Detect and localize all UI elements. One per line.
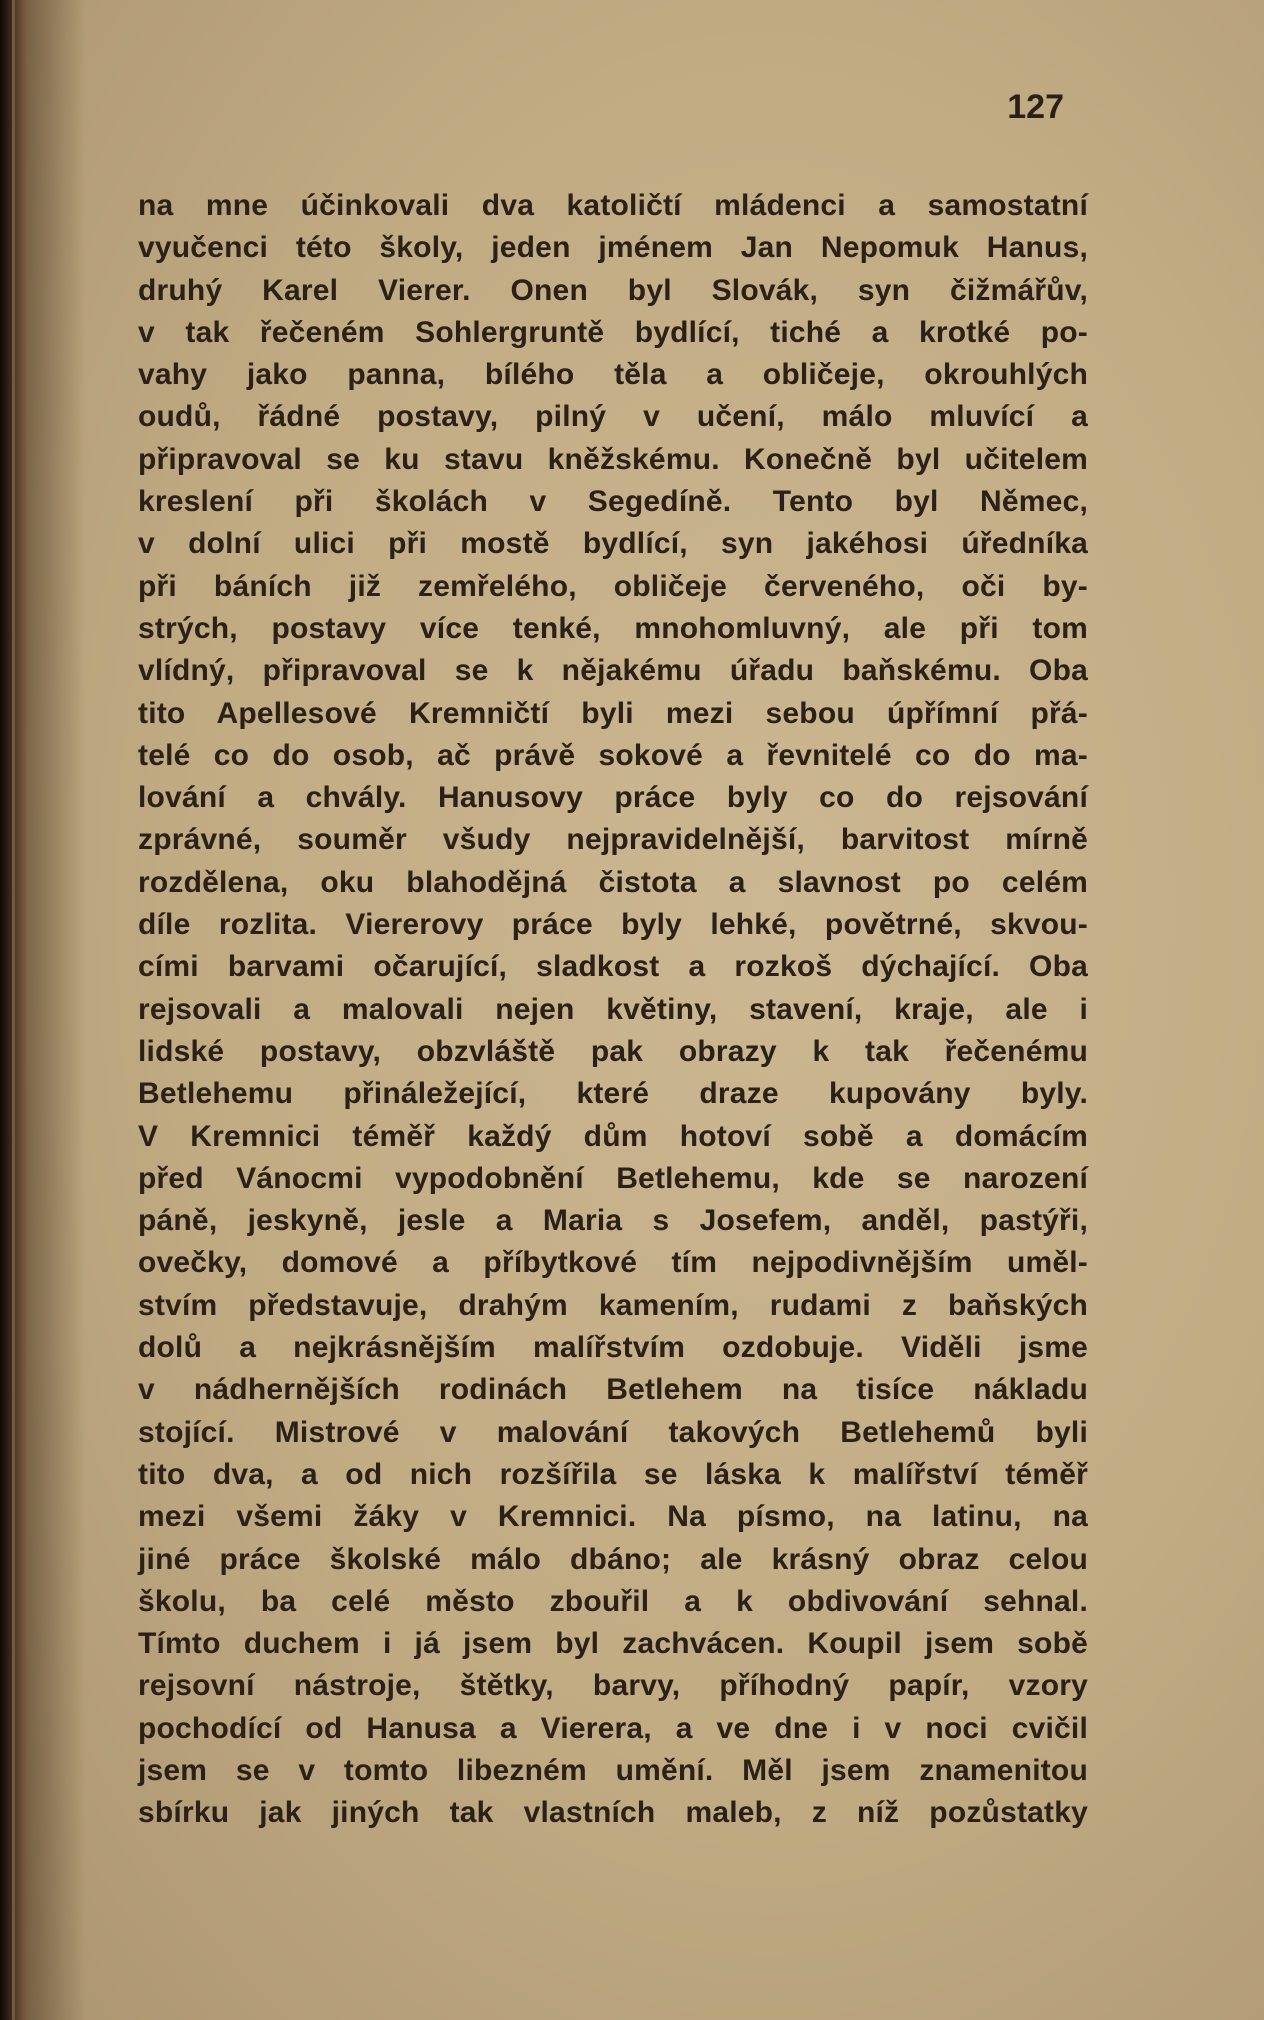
- binding-line: [12, 0, 15, 2020]
- text-line: mezi všemi žáky v Kremnici. Na písmo, na latinu, na: [138, 1500, 1088, 1534]
- text-line: cími barvami očarující, sladkost a rozkoš dýchající. Oba: [138, 950, 1088, 984]
- text-line: připravoval se ku stavu kněžskému. Konečně byl učitelem: [138, 442, 1088, 476]
- text-line: rozdělena, oku blahodějná čistota a slavnost po celém: [138, 865, 1088, 899]
- text-line: telé co do osob, ač právě sokové a řevnitelé co do ma-: [138, 738, 1088, 772]
- text-line: pochodící od Hanusa a Vierera, a ve dne i v noci cvičil: [138, 1711, 1088, 1745]
- text-line: kreslení při školách v Segedíně. Tento byl Němec,: [138, 485, 1088, 519]
- text-line: rejsovali a malovali nejen květiny, stavení, kraje, ale i: [138, 992, 1088, 1026]
- text-line: lování a chvály. Hanusovy práce byly co do rejsování: [138, 781, 1088, 815]
- text-line: rejsovní nástroje, štětky, barvy, příhodný papír, vzory: [138, 1669, 1088, 1703]
- text-line: ovečky, domové a příbytkové tím nejpodivnějším uměl-: [138, 1246, 1088, 1280]
- text-line: před Vánocmi vypodobnění Betlehemu, kde se narození: [138, 1161, 1088, 1195]
- text-line: díle rozlita. Viererovy práce byly lehké, povětrné, skvou-: [138, 908, 1088, 942]
- text-line: dolů a nejkrásnějším malířstvím ozdobuje. Viděli jsme: [138, 1331, 1088, 1365]
- text-line: stojící. Mistrové v malování takových Betlehemů byli: [138, 1415, 1088, 1449]
- text-line: jiné práce školské málo dbáno; ale krásný obraz celou: [138, 1542, 1088, 1576]
- text-line: vlídný, připravoval se k nějakému úřadu baňskému. Oba: [138, 654, 1088, 688]
- text-line: stvím představuje, drahým kamením, rudami z baňských: [138, 1288, 1088, 1322]
- text-line: v tak řečeném Sohlergruntě bydlící, tiché a krotké po-: [138, 315, 1088, 349]
- book-binding-edge: [0, 0, 26, 2020]
- text-line: druhý Karel Vierer. Onen byl Slovák, syn čižmářův,: [138, 273, 1088, 307]
- text-line: jsem se v tomto libezném umění. Měl jsem znamenitou: [138, 1753, 1088, 1787]
- text-line: v dolní ulici při mostě bydlící, syn jakéhosi úředníka: [138, 527, 1088, 561]
- text-line: vyučenci této školy, jeden jménem Jan Nepomuk Hanus,: [138, 231, 1088, 265]
- body-text: [138, 185, 1088, 1835]
- text-line: V Kremnici téměř každý dům hotoví sobě a domácím: [138, 1119, 1088, 1153]
- text-line: při báních již zemřelého, obličeje červeného, oči by-: [138, 569, 1088, 603]
- text-line: Betlehemu přináležející, které draze kupovány byly.: [138, 1077, 1088, 1111]
- gutter-shadow: [26, 0, 86, 2020]
- text-line: školu, ba celé město zbouřil a k obdivování sehnal.: [138, 1584, 1088, 1618]
- text-line: lidské postavy, obzvláště pak obrazy k tak řečenému: [138, 1034, 1088, 1068]
- text-line: strých, postavy více tenké, mnohomluvný, ale při tom: [138, 611, 1088, 645]
- text-line: v nádhernějších rodinách Betlehem na tisíce nákladu: [138, 1373, 1088, 1407]
- text-line: oudů, řádné postavy, pilný v učení, málo mluvící a: [138, 400, 1088, 434]
- text-line: zprávné, souměr všudy nejpravidelnější, barvitost mírně: [138, 823, 1088, 857]
- text-line: na mne účinkovali dva katoličtí mládenci a samostatní: [138, 189, 1088, 222]
- page-number: 127: [1007, 88, 1064, 126]
- text-line: sbírku jak jiných tak vlastních maleb, z níž pozůstatky: [138, 1796, 1088, 1830]
- book-page: [26, 0, 1264, 2020]
- text-line: tito dva, a od nich rozšířila se láska k malířství téměř: [138, 1457, 1088, 1491]
- text-line: páně, jeskyně, jesle a Maria s Josefem, anděl, pastýři,: [138, 1204, 1088, 1238]
- text-line: tito Apellesové Kremničtí byli mezi sebou úpřímní přá-: [138, 696, 1088, 730]
- text-line: Tímto duchem i já jsem byl zachvácen. Koupil jsem sobě: [138, 1627, 1088, 1661]
- text-line: vahy jako panna, bílého těla a obličeje, okrouhlých: [138, 358, 1088, 392]
